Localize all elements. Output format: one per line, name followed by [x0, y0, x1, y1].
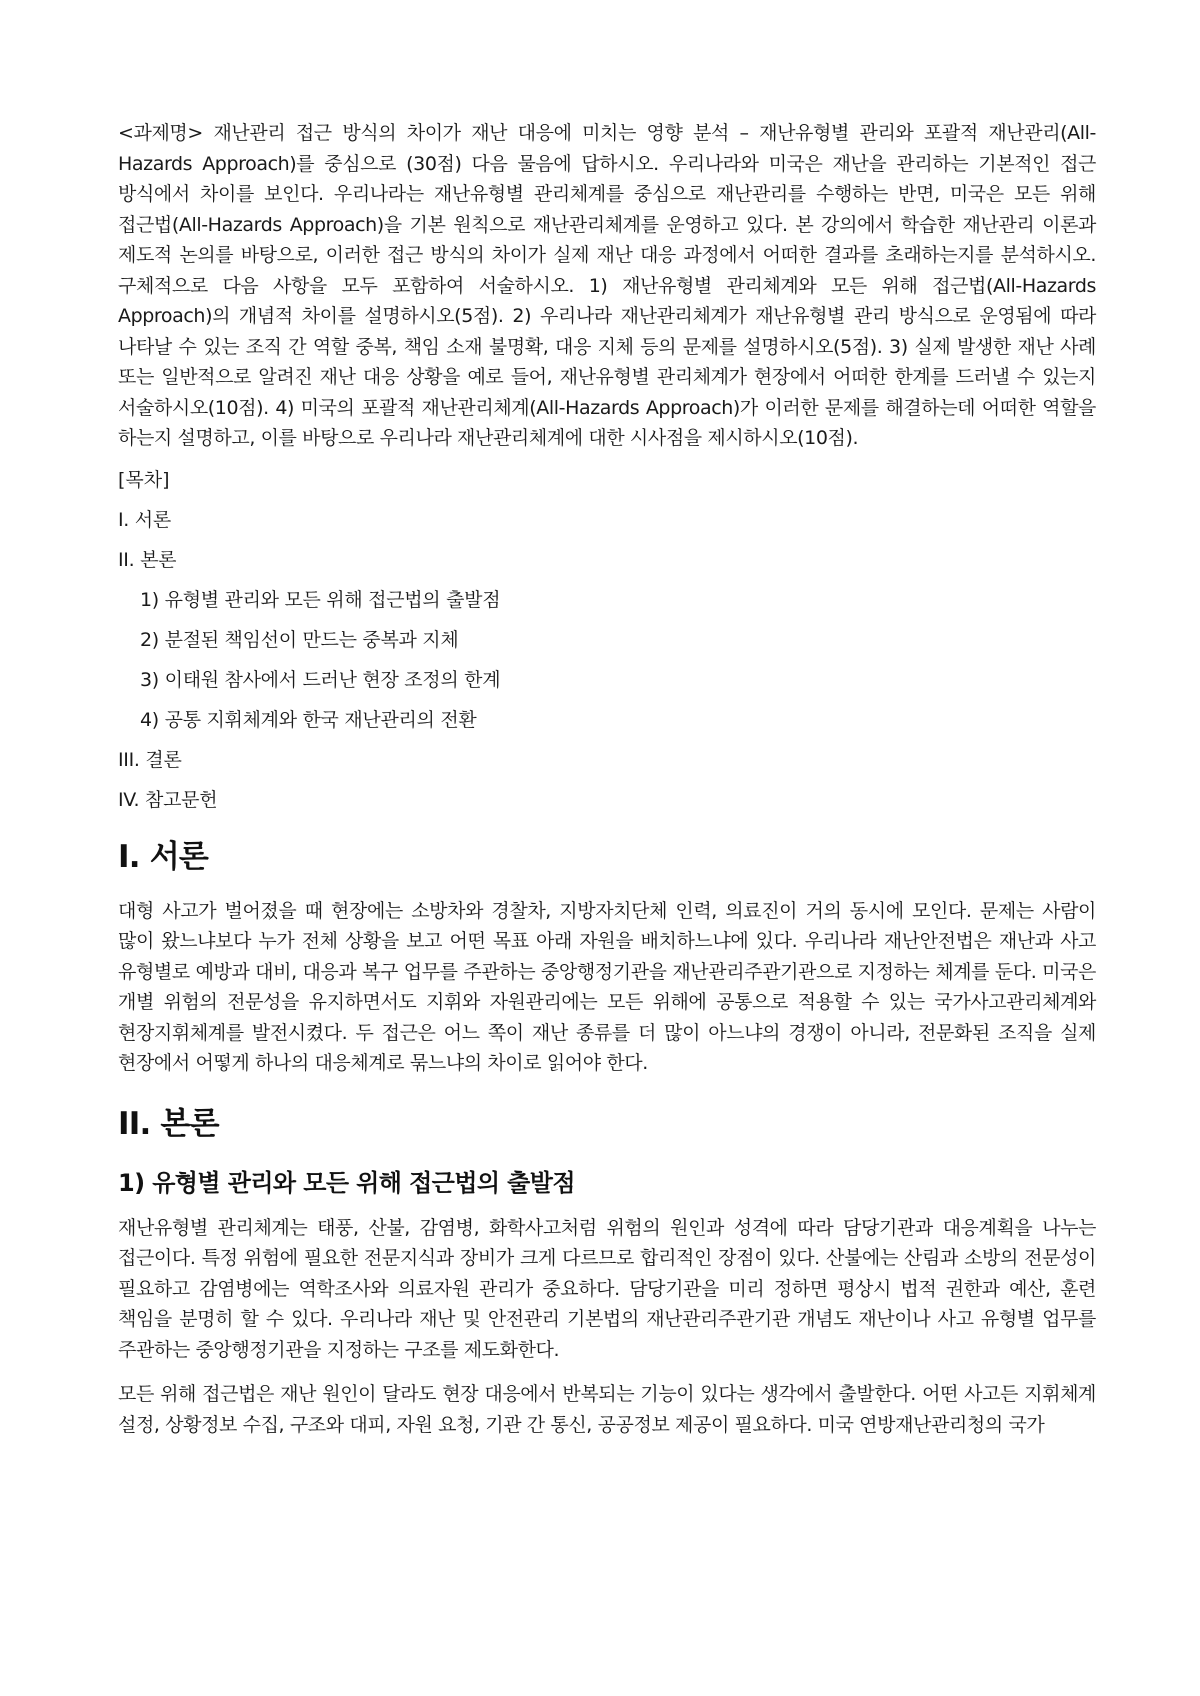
toc-item-conclusion: III. 결론: [118, 748, 182, 771]
body-sub1-paragraph-1: 재난유형별 관리체계는 태풍, 산불, 감염병, 화학사고처럼 위험의 원인과 성격에 따라 담당기관과 대응계획을 나누는 접근이다. 특정 위험에 필요한 전문지식과 장비가 크게 다르므로 합리적인 장점이 있다. 산불에는 산림과 소방의 전문성이 필요하고 감염병에는 역학조사와 의료자원 관리가 중요하다. 담당기관을 미리 정하면 평상시 법적 권한과 예산, 훈련 책임을 분명히 할 수 있다. 우리나라 재난 및 안전관리 기본법의 재난관리주관기관 개념도 재난이나 사고 유형별 업무를 주관하는 중앙행정기관을 지정하는 구조를 제도화한다.: [118, 1216, 1096, 1361]
body-sub1-heading: 1) 유형별 관리와 모든 위해 접근법의 출발점: [118, 1168, 575, 1197]
toc-item-body-2: 2) 분절된 책임선이 만드는 중복과 지체: [140, 628, 459, 651]
intro-heading: I. 서론: [118, 838, 208, 875]
toc-item-references: IV. 참고문헌: [118, 788, 218, 811]
toc-label: [목차]: [118, 468, 170, 491]
toc-item-body-4: 4) 공통 지휘체계와 한국 재난관리의 전환: [140, 708, 477, 731]
body-sub1-paragraph-2: 모든 위해 접근법은 재난 원인이 달라도 현장 대응에서 반복되는 기능이 있다는 생각에서 출발한다. 어떤 사고든 지휘체계 설정, 상황정보 수집, 구조와 대피, 자원 요청, 기관 간 통신, 공공정보 제공이 필요하다. 미국 연방재난관리청의 국가: [118, 1383, 1096, 1436]
toc-item-body: II. 본론: [118, 548, 177, 571]
document-page: [118, 118, 1096, 1454]
intro-paragraph: 대형 사고가 벌어졌을 때 현장에는 소방차와 경찰차, 지방자치단체 인력, 의료진이 거의 동시에 모인다. 문제는 사람이 많이 왔느냐보다 누가 전체 상황을 보고 어떤 목표 아래 자원을 배치하느냐에 있다. 우리나라 재난안전법은 재난과 사고 유형별로 예방과 대비, 대응과 복구 업무를 주관하는 중앙행정기관을 재난관리주관기관으로 지정하는 체계를 둔다. 미국은 개별 위험의 전문성을 유지하면서도 지휘와 자원관리에는 모든 위해에 공통으로 적용할 수 있는 국가사고관리체계와 현장지휘체계를 발전시켰다. 두 접근은 어느 쪽이 재난 종류를 더 많이 아느냐의 경쟁이 아니라, 전문화된 조직을 실제 현장에서 어떻게 하나의 대응체계로 묶느냐의 차이로 읽어야 한다.: [118, 899, 1096, 1074]
body-heading: II. 본론: [118, 1105, 219, 1142]
toc-item-intro: I. 서론: [118, 508, 171, 531]
toc-item-body-1: 1) 유형별 관리와 모든 위해 접근법의 출발점: [140, 588, 501, 611]
toc-item-body-3: 3) 이태원 참사에서 드러난 현장 조정의 한계: [140, 668, 501, 691]
table-of-contents: [118, 508, 1096, 812]
assignment-prompt: <과제명> 재난관리 접근 방식의 차이가 재난 대응에 미치는 영향 분석 – 재난유형별 관리와 포괄적 재난관리(All-Hazards Approach)를 중심으로 (30점) 다음 물음에 답하시오. 우리나라와 미국은 재난을 관리하는 기본적인 접근 방식에서 차이를 보인다. 우리나라는 재난유형별 관리체계를 중심으로 재난관리를 수행하는 반면, 미국은 모든 위해 접근법(All-Hazards Approach)을 기본 원칙으로 재난관리체계를 운영하고 있다. 본 강의에서 학습한 재난관리 이론과 제도적 논의를 바탕으로, 이러한 접근 방식의 차이가 실제 재난 대응 과정에서 어떠한 결과를 초래하는지를 분석하시오. 구체적으로 다음 사항을 모두 포함하여 서술하시오. 1) 재난유형별 관리체계와 모든 위해 접근법(All-Hazards Approach)의 개념적 차이를 설명하시오(5점). 2) 우리나라 재난관리체계가 재난유형별 관리 방식으로 운영됨에 따라 나타날 수 있는 조직 간 역할 중복, 책임 소재 불명확, 대응 지체 등의 문제를 설명하시오(5점). 3) 실제 발생한 재난 사례 또는 일반적으로 알려진 재난 대응 상황을 예로 들어, 재난유형별 관리체계가 현장에서 어떠한 한계를 드러낼 수 있는지 서술하시오(10점). 4) 미국의 포괄적 재난관리체계(All-Hazards Approach)가 이러한 문제를 해결하는데 어떠한 역할을 하는지 설명하고, 이를 바탕으로 우리나라 재난관리체계에 대한 시사점을 제시하시오(10점).: [118, 122, 1096, 449]
